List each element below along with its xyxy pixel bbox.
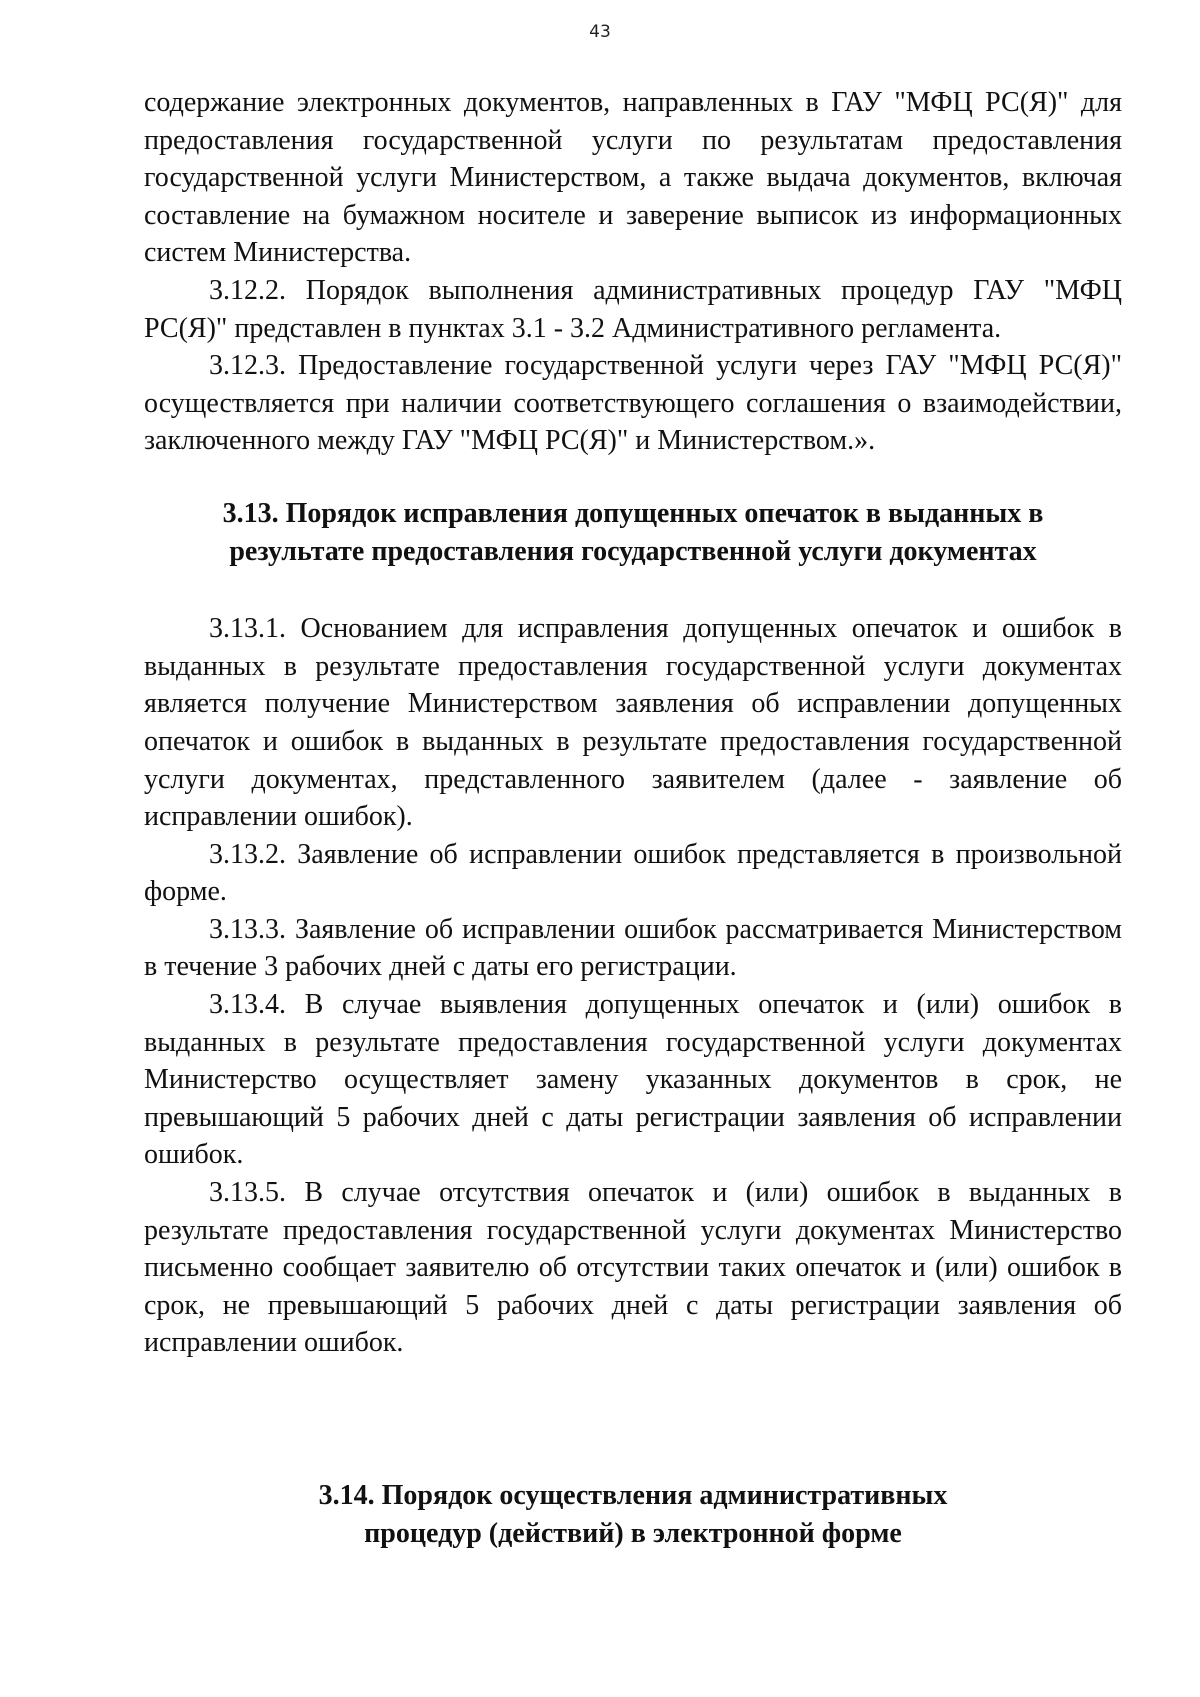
- paragraph-3-12-2: 3.12.2. Порядок выполнения административных процедур ГАУ "МФЦ РС(Я)" представлен в пунктах 3.1 - 3.2 Административного регламента.: [144, 274, 1122, 344]
- document-body: [144, 84, 1122, 1552]
- paragraph-3-13-1: 3.13.1. Основанием для исправления допущенных опечаток и ошибок в выданных в результате предоставления государственной услуги документах является получение Министерством заявления об исправлении допущенных опечаток и ошибок в выданных в результате предоставления государственной услуги документах, представленного заявителем (далее - заявление об исправлении ошибок).: [144, 613, 1122, 833]
- section-heading-3-14-line1: 3.14. Порядок осуществления административных: [318, 1480, 948, 1511]
- section-heading-3-13: [144, 495, 1122, 570]
- paragraph-3-13-4: 3.13.4. В случае выявления допущенных опечаток и (или) ошибок в выданных в результате предоставления государственной услуги документах Министерство осуществляет замену указанных документов в срок, не превышающий 5 рабочих дней с даты регистрации заявления об исправлении ошибок.: [144, 989, 1122, 1171]
- page-number: 43: [589, 22, 611, 42]
- paragraph-3-12-3: 3.12.3. Предоставление государственной услуги через ГАУ "МФЦ РС(Я)" осуществляется при наличии соответствующего соглашения о взаимодействии, заключенного между ГАУ "МФЦ РС(Я)" и Министерством.».: [144, 350, 1122, 457]
- section-heading-3-14: [144, 1477, 1122, 1552]
- section-heading-3-13-line2: результате предоставления государственной услуги документах: [229, 535, 1037, 567]
- paragraph-3-13-3: 3.13.3. Заявление об исправлении ошибок рассматривается Министерством в течение 3 рабочих дней с даты его регистрации.: [144, 913, 1122, 983]
- paragraph-3-13-2: 3.13.2. Заявление об исправлении ошибок представляется в произвольной форме.: [144, 838, 1122, 908]
- section-heading-3-14-line2: процедур (действий) в электронной форме: [364, 1517, 902, 1549]
- paragraph-continuation: содержание электронных документов, направленных в ГАУ "МФЦ РС(Я)" для предоставления государственной услуги по результатам предоставления государственной услуги Министерством, а также выдача документов, включая составление на бумажном носителе и заверение выписок из информационных систем Министерства.: [144, 87, 1122, 269]
- section-heading-3-13-line1: 3.13. Порядок исправления допущенных опечаток в выданных в: [222, 497, 1044, 529]
- paragraph-3-13-5: 3.13.5. В случае отсутствия опечаток и (или) ошибок в выданных в результате предоставления государственной услуги документах Министерство письменно сообщает заявителю об отсутствии таких опечаток и (или) ошибок в срок, не превышающий 5 рабочих дней с даты регистрации заявления об исправлении ошибок.: [144, 1177, 1122, 1359]
